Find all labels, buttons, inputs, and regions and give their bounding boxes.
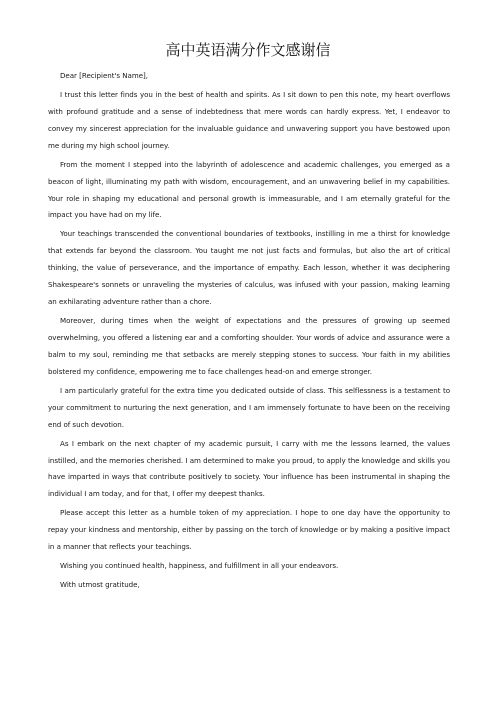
letter-body <box>48 68 450 596</box>
letter-paragraph-7: Please accept this letter as a humble token of my appreciation. I hope to one day have the opportunity to repay your kindness and mentorship, either by passing on the torch of knowledge or by making a positive impact in a manner that reflects your teachings. <box>48 508 450 552</box>
letter-paragraph-6: As I embark on the next chapter of my academic pursuit, I carry with me the lessons learned, the values instilled, and the memories cherished. I am determined to make you proud, to apply the knowledge and skills you have imparted in ways that contribute positively to society. Your influence has been instrumental in shaping the individual I am today, and for that, I offer my deepest thanks. <box>48 438 450 499</box>
letter-paragraph-4: Moreover, during times when the weight of expectations and the pressures of growing up seemed overwhelming, you offered a listening ear and a comforting shoulder. Your words of advice and assurance were a balm to my soul, reminding me that setbacks are merely stepping stones to success. Your faith in my abilities bolstered my confidence, empowering me to face challenges head-on and emerge stronger. <box>48 316 450 376</box>
letter-closing: With utmost gratitude, <box>60 580 140 590</box>
letter-paragraph-8: Wishing you continued health, happiness, and fulfillment in all your endeavors. <box>60 561 339 571</box>
letter-paragraph-2: From the moment I stepped into the labyrinth of adolescence and academic challenges, you emerged as a beacon of light, illuminating my path with wisdom, encouragement, and an unwavering belief in my capabilities. Your role in shaping my educational and personal growth is immeasurable, and I am eternally grateful for the impact you have had on my life. <box>48 159 450 220</box>
document-title: 高中英语满分作文感谢信 <box>165 41 331 59</box>
letter-paragraph-1: I trust this letter finds you in the best of health and spirits. As I sit down to pen this note, my heart overflows with profound gratitude and a sense of indebtedness that mere words can hardly express. Yet, I endeavor to convey my sincerest appreciation for the invaluable guidance and unwavering support you have bestowed upon me during my high school journey. <box>48 90 450 150</box>
letter-paragraph-3: Your teachings transcended the conventional boundaries of textbooks, instilling in me a thirst for knowledge that extends far beyond the classroom. You taught me not just facts and formulas, but also the art of critical thinking, the value of perseverance, and the importance of empathy. Each lesson, whether it was deciphering Shakespeare's sonnets or unraveling the mysteries of calculus, was infused with your passion, making learning an exhilarating adventure rather than a chore. <box>48 229 450 307</box>
letter-paragraph-5: I am particularly grateful for the extra time you dedicated outside of class. This selflessness is a testament to your commitment to nurturing the next generation, and I am immensely fortunate to have been on the receiving end of such devotion. <box>48 385 450 429</box>
letter-salutation: Dear [Recipient's Name], <box>60 71 148 80</box>
